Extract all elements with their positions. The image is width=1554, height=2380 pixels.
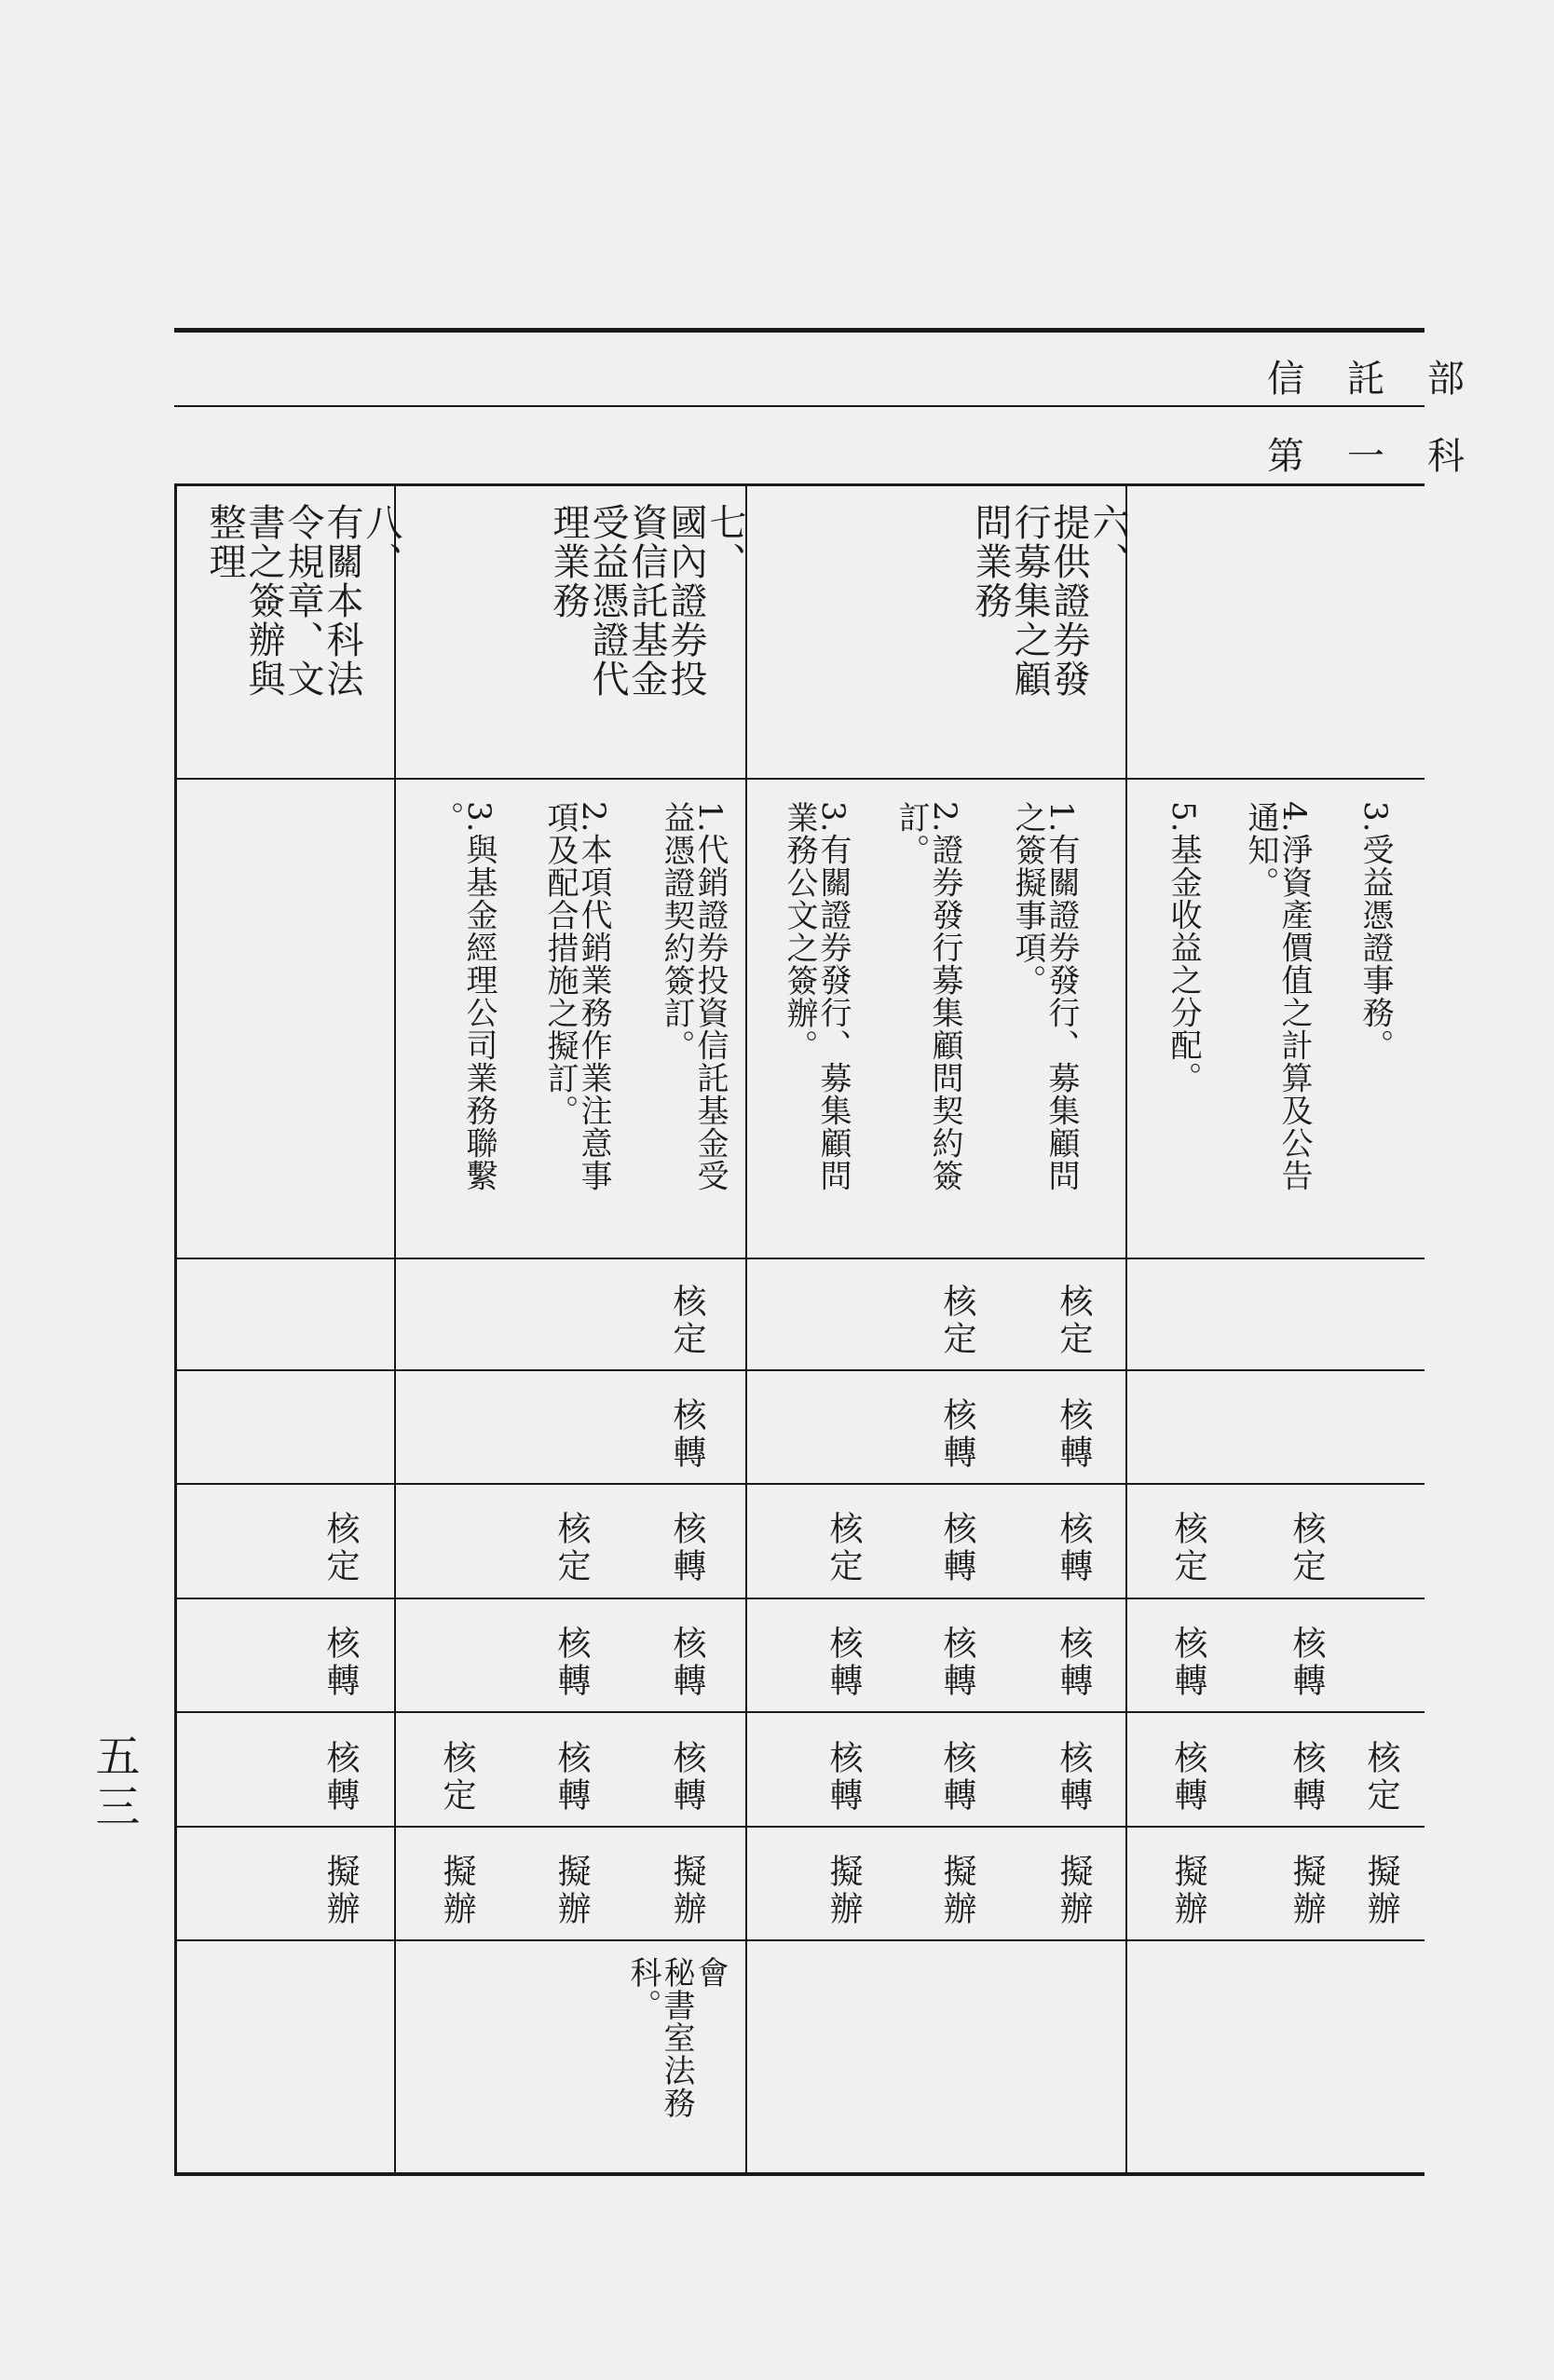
mark-r4-b5: 擬辦 <box>938 1854 976 1928</box>
mark-r3-b2: 核轉 <box>1055 1511 1093 1585</box>
mark-r8-b4: 核定 <box>438 1740 476 1815</box>
duty-row-5: 3.有關證券發行、募集顧問 業務公文之簽辦。 <box>781 801 852 1192</box>
duty-row-4: 2.證券發行募集顧問契約簽 訂。 <box>893 801 963 1192</box>
row-rule <box>174 1483 1424 1485</box>
mark-r6-b3: 核轉 <box>668 1625 706 1700</box>
table-top-rule <box>174 483 1424 486</box>
group-divider <box>394 483 396 2174</box>
row-rule <box>174 1369 1424 1371</box>
table-bottom-rule <box>174 2172 1424 2176</box>
mark-r3-b3: 核轉 <box>1055 1625 1093 1700</box>
top-rule <box>174 328 1424 333</box>
page-number: 五三 <box>88 1733 140 1833</box>
mark-r2-b2: 核定 <box>1169 1511 1207 1585</box>
mark-r0-b4: 核定 <box>1362 1740 1400 1815</box>
group-divider <box>1125 483 1127 2174</box>
mark-r7-b3: 核轉 <box>552 1625 591 1700</box>
mark-r1-b2: 核定 <box>1288 1511 1326 1585</box>
row-rule <box>174 1711 1424 1713</box>
mark-r4-b1: 核轉 <box>938 1397 976 1472</box>
mark-r6-b4: 核轉 <box>668 1740 706 1815</box>
mark-r3-b4: 核轉 <box>1055 1740 1093 1815</box>
mark-r6-b5: 擬辦 <box>668 1854 706 1928</box>
mark-r7-b5: 擬辦 <box>552 1854 591 1928</box>
section-title: 第一科 <box>1267 435 1507 478</box>
mark-r2-b3: 核轉 <box>1169 1625 1207 1700</box>
mark-r2-b5: 擬辦 <box>1169 1854 1207 1928</box>
duty-row-8: 3.與基金經理公司業務聯繫 。 <box>427 801 498 1192</box>
category-7: 七、 國內證券投 資信託基金 受益憑證代 理業務 <box>547 503 746 699</box>
duty-row-2: 5.基金收益之分配。 <box>1165 801 1202 1095</box>
mark-r1-b3: 核轉 <box>1288 1625 1326 1700</box>
mark-r5-b3: 核轉 <box>825 1625 863 1700</box>
mark-r5-b2: 核定 <box>825 1511 863 1585</box>
mark-r4-b3: 核轉 <box>938 1625 976 1700</box>
table-left-border <box>174 483 177 2174</box>
row-rule <box>174 1598 1424 1599</box>
remark-row-6: 會 秘書室法務 科。 <box>624 1956 729 2119</box>
group-divider <box>745 483 747 2174</box>
mark-r9-b3: 核轉 <box>321 1625 360 1700</box>
mark-r2-b4: 核轉 <box>1169 1740 1207 1815</box>
mark-r5-b4: 核轉 <box>825 1740 863 1815</box>
mark-r1-b4: 核轉 <box>1288 1740 1326 1815</box>
mark-r7-b4: 核轉 <box>552 1740 591 1815</box>
category-8: 八、 有關本科法 令規章、文 書之簽辦與 整理 <box>203 503 402 699</box>
header-divider <box>174 405 1424 407</box>
duty-row-3: 1.有關證券發行、募集顧問 之簽擬事項。 <box>1009 801 1080 1192</box>
mark-r9-b2: 核定 <box>321 1511 360 1585</box>
mark-r1-b5: 擬辦 <box>1288 1854 1326 1928</box>
mark-r9-b5: 擬辦 <box>321 1854 360 1928</box>
mark-r6-b0: 核定 <box>668 1284 706 1358</box>
mark-r6-b1: 核轉 <box>668 1397 706 1472</box>
mark-r3-b0: 核定 <box>1055 1284 1093 1358</box>
mark-r9-b4: 核轉 <box>321 1740 360 1815</box>
mark-r5-b5: 擬辦 <box>825 1854 863 1928</box>
mark-r7-b2: 核定 <box>552 1511 591 1585</box>
mark-r0-b5: 擬辦 <box>1362 1854 1400 1928</box>
row-rule <box>174 1826 1424 1828</box>
mark-r4-b2: 核轉 <box>938 1511 976 1585</box>
mark-r3-b5: 擬辦 <box>1055 1854 1093 1928</box>
duty-row-7: 2.本項代銷業務作業注意事 項及配合措施之擬訂。 <box>541 801 612 1192</box>
department-title: 信託部 <box>1267 358 1507 401</box>
row-rule <box>174 1258 1424 1259</box>
mark-r6-b2: 核轉 <box>668 1511 706 1585</box>
duty-row-0: 3.受益憑證事務。 <box>1356 801 1394 1062</box>
duty-row-6: 1.代銷證券投資信託基金受 益憑證契約簽訂。 <box>658 801 729 1192</box>
duty-row-1: 4.淨資產價值之計算及公告 通知。 <box>1242 801 1313 1192</box>
row-rule <box>174 1939 1424 1941</box>
mark-r4-b0: 核定 <box>938 1284 976 1358</box>
row-rule <box>174 778 1424 780</box>
mark-r8-b5: 擬辦 <box>438 1854 476 1928</box>
mark-r4-b4: 核轉 <box>938 1740 976 1815</box>
mark-r3-b1: 核轉 <box>1055 1397 1093 1472</box>
category-6: 六、 提供證券發 行募集之顧 問業務 <box>969 503 1129 699</box>
